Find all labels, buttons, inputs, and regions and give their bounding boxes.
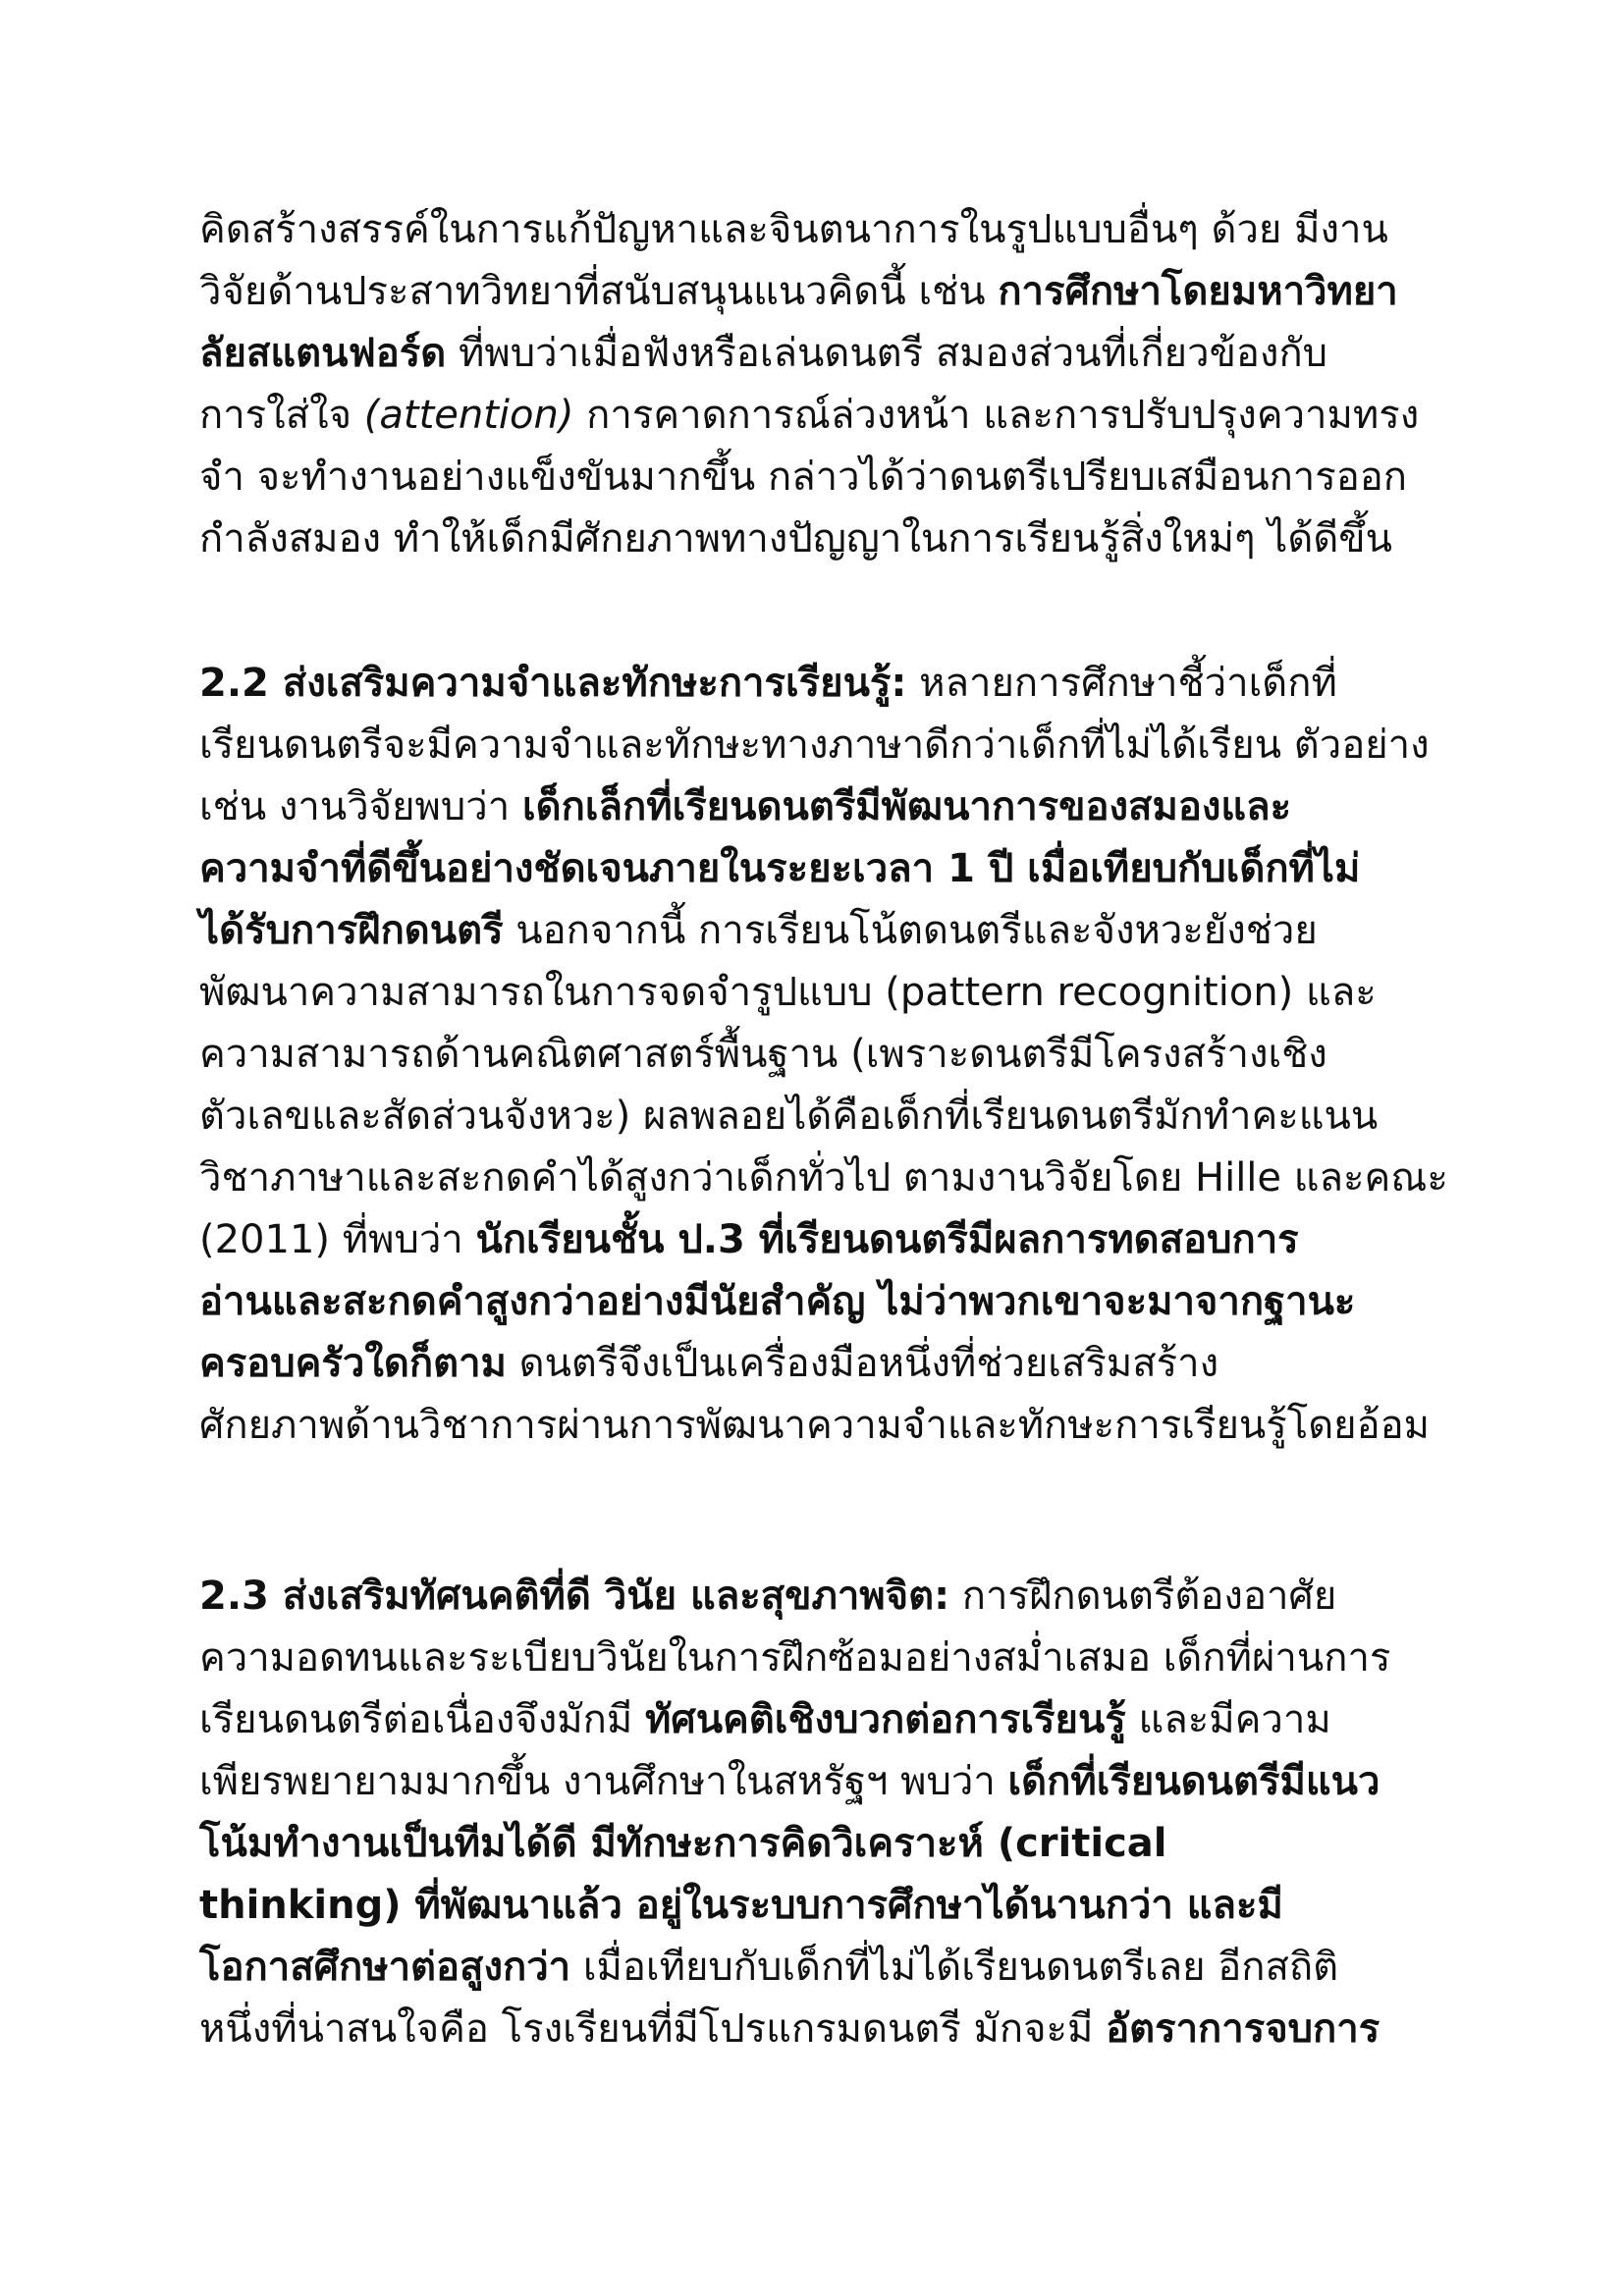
text-run: ศักยภาพด้านวิชาการผ่านการพัฒนาความจำและทักษะการเรียนรู้โดยอ้อม: [199, 1403, 1431, 1448]
text-line: [199, 1566, 1476, 1628]
text-run: การคาดการณ์ล่วงหน้า และการปรับปรุงความทรง: [573, 393, 1420, 438]
text-run: วิชาภาษาและสะกดคำได้สูงกว่าเด็กทั่วไป ตามงานวิจัยโดย Hille และคณะ: [199, 1155, 1448, 1201]
text-run: จำ จะทำงานอย่างแข็งขันมากขึ้น กล่าวได้ว่าดนตรีเปรียบเสมือนการออก: [199, 454, 1408, 500]
bold-text-run: นักเรียนชั้น ป.3 ที่เรียนดนตรีมีผลการทดสอบการ: [475, 1217, 1299, 1262]
bold-text-run: 2.2 ส่งเสริมความจำและทักษะการเรียนรู้:: [199, 661, 907, 706]
bold-text-run: ครอบครัวใดก็ตาม: [199, 1341, 507, 1386]
bold-text-run: โน้มทำงานเป็นทีมได้ดี มีทักษะการคิดวิเคราะห์ (critical: [199, 1821, 1167, 1866]
text-line: [199, 1999, 1476, 2060]
text-line: [199, 962, 1476, 1024]
bold-text-run: ทัศนคติเชิงบวกต่อการเรียนรู้: [644, 1697, 1126, 1742]
text-line: [199, 900, 1476, 962]
text-line: [199, 1751, 1476, 1813]
text-run: เมื่อเทียบกับเด็กที่ไม่ได้เรียนดนตรีเลย อีกสถิติ: [570, 1945, 1339, 1990]
text-line: [199, 1271, 1476, 1333]
text-run: ที่พบว่าเมื่อฟังหรือเล่นดนตรี สมองส่วนที่เกี่ยวข้องกับ: [446, 331, 1328, 376]
text-run: ความสามารถด้านคณิตศาสตร์พื้นฐาน (เพราะดนตรีมีโครงสร้างเชิง: [199, 1032, 1327, 1077]
text-line: [199, 1086, 1476, 1148]
text-line: [199, 261, 1476, 323]
text-run: หนึ่งที่น่าสนใจคือ โรงเรียนที่มีโปรแกรมดนตรี มักจะมี: [199, 2006, 1107, 2052]
italic-text-run: (attention): [363, 393, 574, 438]
paragraph-2-3-attitude-discipline: [199, 1566, 1476, 2060]
text-line: [199, 715, 1476, 776]
text-run: ตัวเลขและสัดส่วนจังหวะ) ผลพลอยได้คือเด็กที่เรียนดนตรีมักทำคะแนน: [199, 1094, 1379, 1139]
text-run: คิดสร้างสรรค์ในการแก้ปัญหาและจินตนาการในรูปแบบอื่นๆ ด้วย มีงาน: [199, 207, 1388, 252]
text-run: ดนตรีจึงเป็นเครื่องมือหนึ่งที่ช่วยเสริมสร้าง: [506, 1341, 1219, 1386]
bold-text-run: โอกาสศึกษาต่อสูงกว่า: [199, 1945, 571, 1990]
bold-text-run: ได้รับการฝึกดนตรี: [199, 908, 504, 953]
text-run: การใส่ใจ: [199, 393, 364, 438]
text-line: [199, 508, 1476, 570]
paragraph-2-2-memory-learning: [199, 653, 1476, 1457]
text-line: [199, 1813, 1476, 1875]
text-line: [199, 385, 1476, 447]
bold-text-run: อ่านและสะกดคำสูงกว่าอย่างมีนัยสำคัญ ไม่ว่าพวกเขาจะมาจากฐานะ: [199, 1279, 1356, 1324]
text-run: หลายการศึกษาชี้ว่าเด็กที่: [906, 661, 1337, 706]
text-line: [199, 1875, 1476, 1937]
text-run: การฝึกดนตรีต้องอาศัย: [949, 1574, 1337, 1619]
bold-text-run: ความจำที่ดีขึ้นอย่างชัดเจนภายในระยะเวลา 1 ปี เมื่อเทียบกับเด็กที่ไม่: [199, 846, 1361, 891]
text-line: [199, 838, 1476, 900]
bold-text-run: อัตราการจบการ: [1106, 2006, 1380, 2052]
text-line: [199, 199, 1476, 261]
text-run: เพียรพยายามมากขึ้น งานศึกษาในสหรัฐฯ พบว่า: [199, 1759, 1008, 1804]
bold-text-run: ลัยสแตนฟอร์ด: [199, 331, 447, 376]
bold-text-run: การศึกษาโดยมหาวิทยา: [998, 269, 1398, 314]
text-run: นอกจากนี้ การเรียนโน้ตดนตรีและจังหวะยังช่วย: [503, 908, 1318, 953]
text-line: [199, 447, 1476, 508]
text-line: [199, 1333, 1476, 1395]
text-run: เช่น งานวิจัยพบว่า: [199, 784, 522, 829]
text-run: และมีความ: [1125, 1697, 1331, 1742]
text-line: [199, 1937, 1476, 1999]
bold-text-run: เด็กที่เรียนดนตรีมีแนว: [1007, 1759, 1380, 1804]
text-line: [199, 1148, 1476, 1209]
text-run: วิจัยด้านประสาทวิทยาที่สนับสนุนแนวคิดนี้ เช่น: [199, 269, 999, 314]
text-run: (2011) ที่พบว่า: [199, 1217, 476, 1262]
text-run: ความอดทนและระเบียบวินัยในการฝึกซ้อมอย่างสม่ำเสมอ เด็กที่ผ่านการ: [199, 1635, 1391, 1681]
text-run: เรียนดนตรีจะมีความจำและทักษะทางภาษาดีกว่าเด็กที่ไม่ได้เรียน ตัวอย่าง: [199, 722, 1430, 768]
text-line: [199, 1628, 1476, 1689]
text-run: เรียนดนตรีต่อเนื่องจึงมักมี: [199, 1697, 645, 1742]
text-line: [199, 1209, 1476, 1271]
text-run: กำลังสมอง ทำให้เด็กมีศักยภาพทางปัญญาในการเรียนรู้สิ่งใหม่ๆ ได้ดีขึ้น: [199, 516, 1392, 561]
text-line: [199, 323, 1476, 385]
text-line: [199, 1395, 1476, 1457]
text-line: [199, 1689, 1476, 1751]
paragraph-brain-cognition: [199, 199, 1476, 570]
text-line: [199, 653, 1476, 715]
text-run: พัฒนาความสามารถในการจดจำรูปแบบ (pattern recognition) และ: [199, 970, 1377, 1015]
text-line: [199, 776, 1476, 838]
bold-text-run: thinking) ที่พัฒนาแล้ว อยู่ในระบบการศึกษาได้นานกว่า และมี: [199, 1883, 1283, 1928]
bold-text-run: 2.3 ส่งเสริมทัศนคติที่ดี วินัย และสุขภาพจิต:: [199, 1574, 950, 1619]
text-line: [199, 1024, 1476, 1086]
bold-text-run: เด็กเล็กที่เรียนดนตรีมีพัฒนาการของสมองและ: [521, 784, 1292, 829]
